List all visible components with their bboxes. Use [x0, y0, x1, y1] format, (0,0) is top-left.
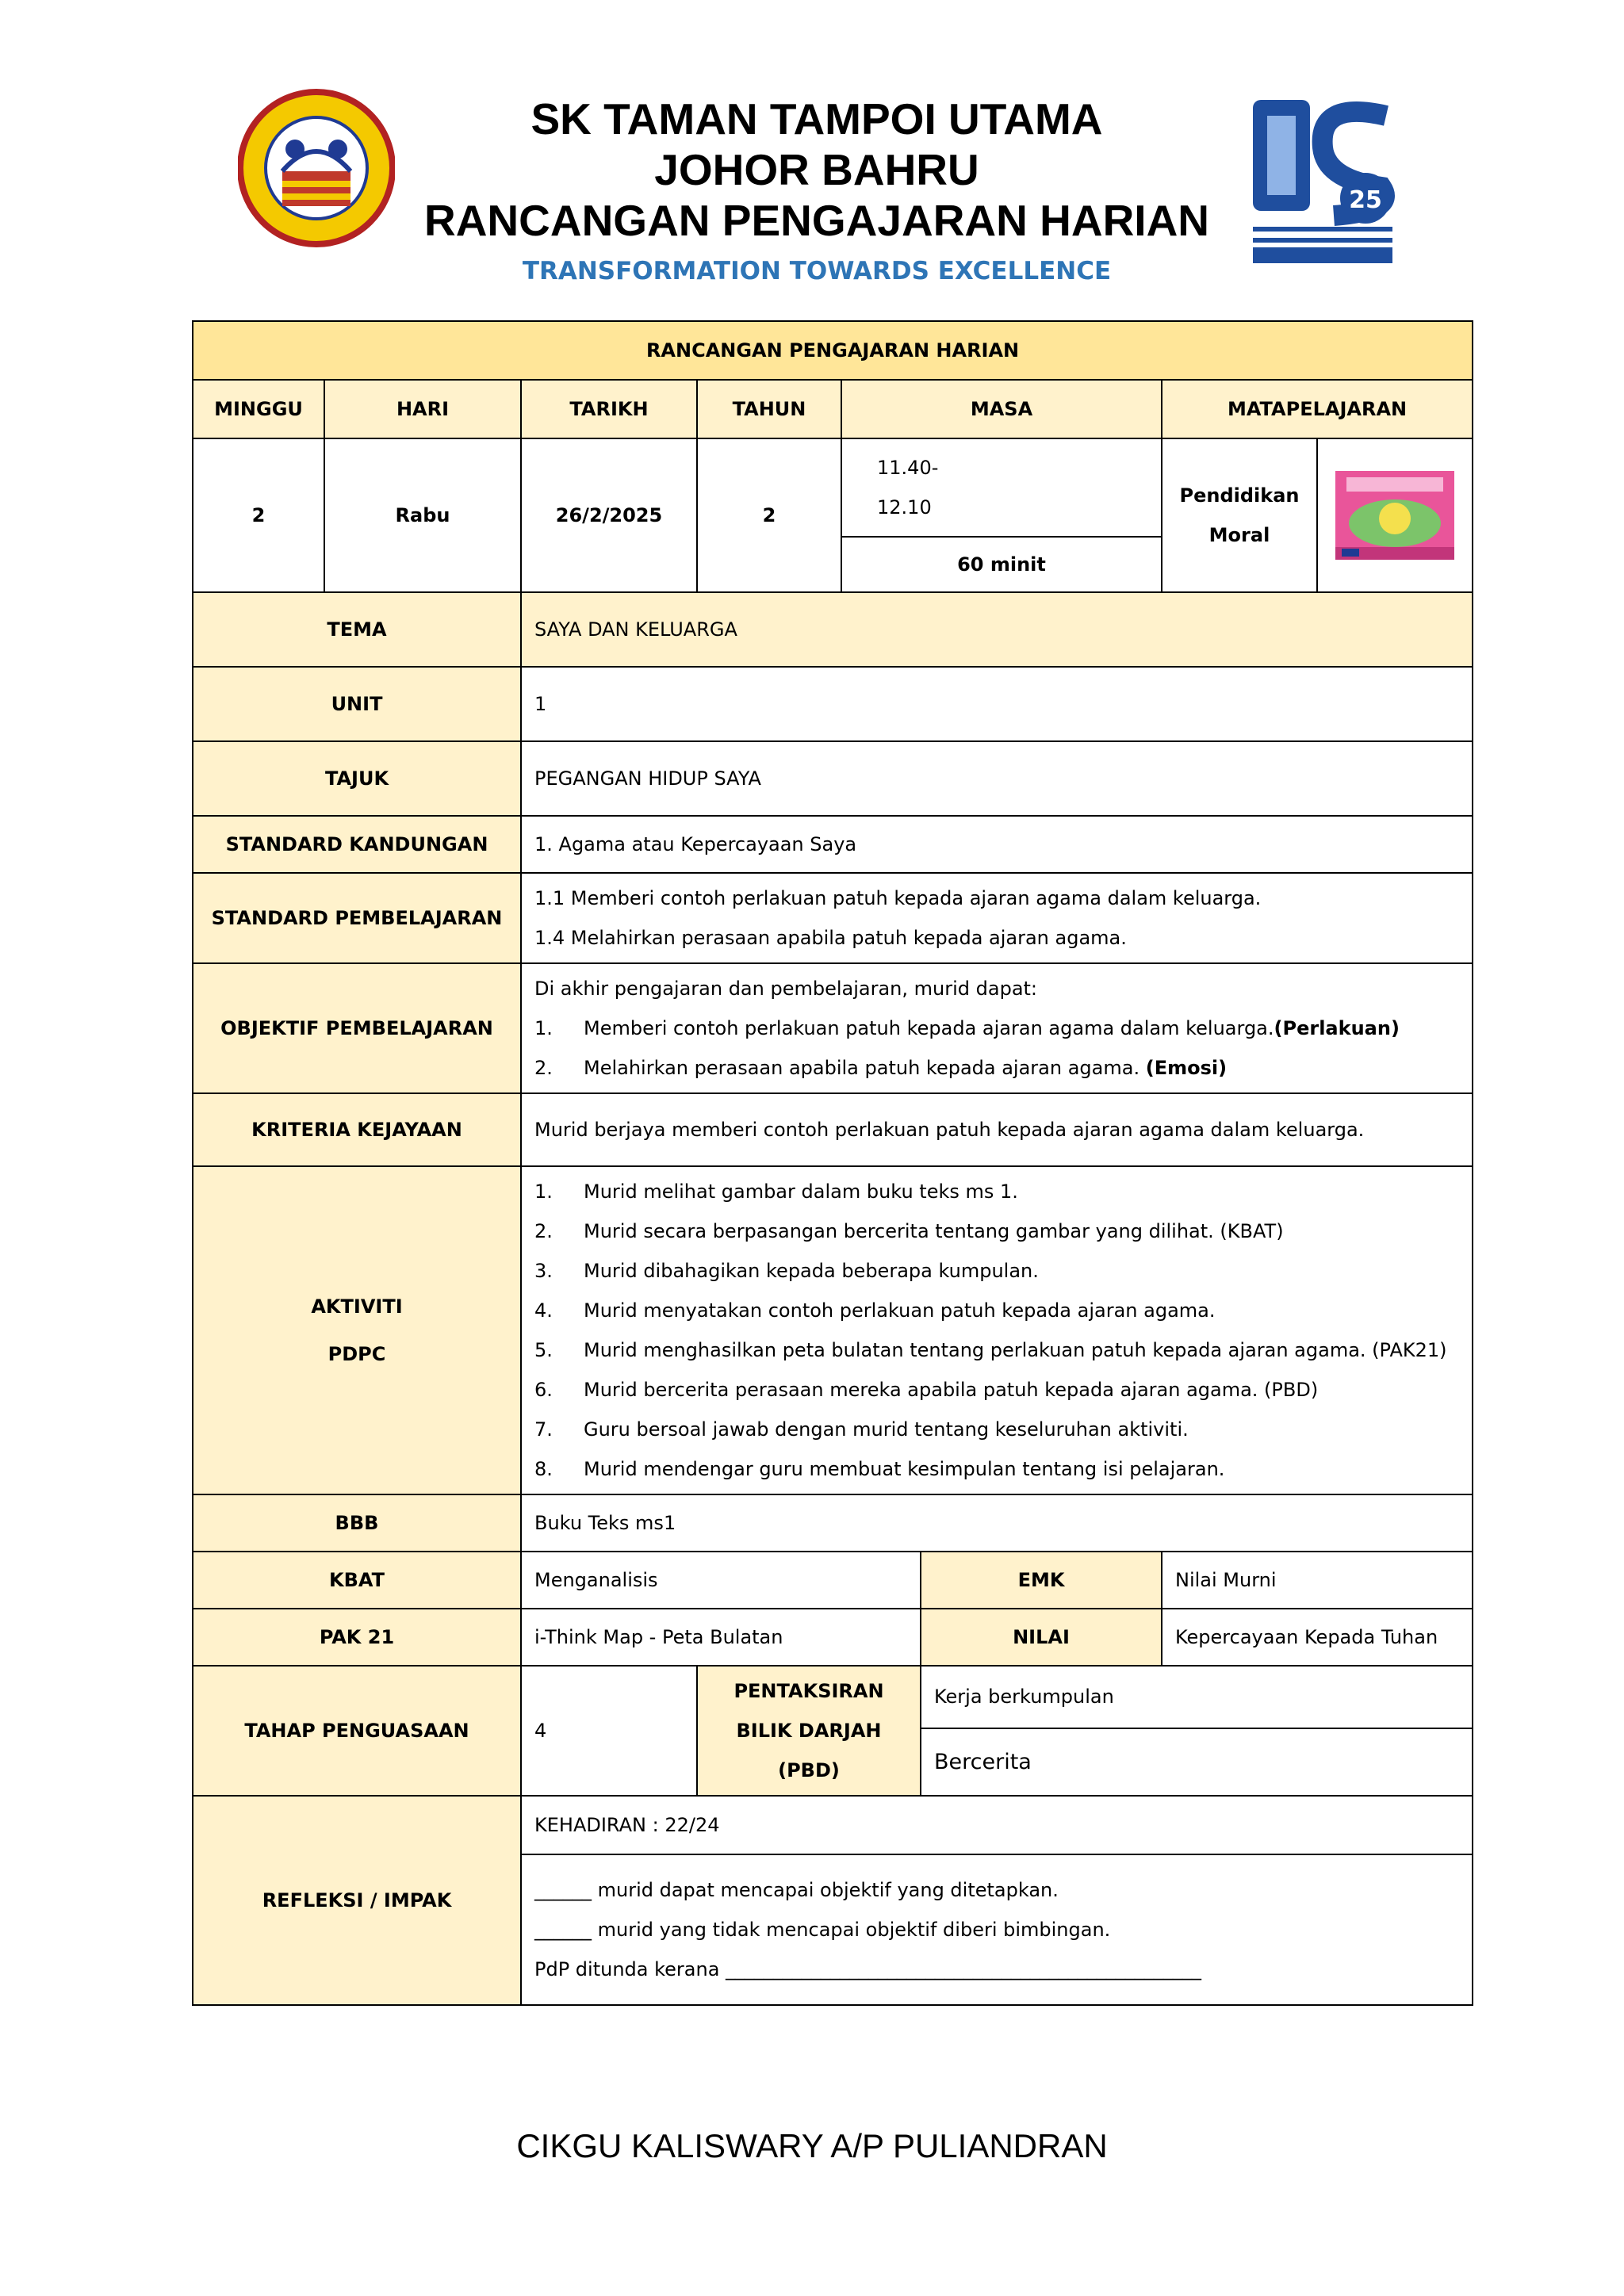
objektif-value [521, 963, 1473, 1093]
col-matapelajaran: MATAPELAJARAN [1162, 380, 1473, 438]
subject-cell [1162, 438, 1317, 592]
standard-kandungan-value: 1. Agama atau Kepercayaan Saya [521, 816, 1473, 873]
school-crest-icon [238, 82, 395, 254]
pbd-value1: Kerja berkumpulan [921, 1666, 1473, 1728]
refleksi-line: ______ murid yang tidak mencapai objektif diberi bimbingan. [534, 1919, 1111, 1941]
tema-value: SAYA DAN KELUARGA [521, 592, 1473, 667]
school-name: SK TAMAN TAMPOI UTAMA [530, 94, 1103, 144]
teacher-name: CIKGU KALISWARY A/P PULIANDRAN [516, 2127, 1108, 2164]
col-tahun: TAHUN [697, 380, 841, 438]
kbat-value: Menganalisis [521, 1552, 921, 1609]
emk-value: Nilai Murni [1162, 1552, 1473, 1609]
tahun-value: 2 [697, 438, 841, 592]
list-item: 2. Melahirkan perasaan apabila patuh kepada ajaran agama. (Emosi) [534, 1057, 1228, 1079]
standard-pembelajaran-value [521, 873, 1473, 963]
duration-value: 60 minit [841, 537, 1162, 592]
pbd-label-line2: (PBD) [778, 1759, 840, 1781]
list-item: 7. Guru bersoal jawab dengan murid tentang keseluruhan aktiviti. [534, 1418, 1189, 1441]
pak21-label: PAK 21 [193, 1609, 521, 1666]
tema-label: TEMA [193, 592, 521, 667]
masa-end: 12.10 [877, 496, 932, 519]
masa-time [841, 438, 1162, 537]
pbd-label [697, 1666, 921, 1796]
col-tarikh: TARIKH [521, 380, 697, 438]
table-heading: RANCANGAN PENGAJARAN HARIAN [193, 321, 1473, 380]
subject-line1: Pendidikan [1179, 484, 1300, 507]
col-minggu: MINGGU [193, 380, 324, 438]
tajuk-label: TAJUK [193, 741, 521, 816]
objektif-label: OBJEKTIF PEMBELAJARAN [193, 963, 521, 1093]
refleksi-line: PdP ditunda kerana __________________________________________________ [534, 1958, 1202, 1980]
aktiviti-value [521, 1166, 1473, 1494]
logo-number: 25 [1349, 186, 1382, 214]
unit-value: 1 [521, 667, 1473, 741]
bbb-value: Buku Teks ms1 [521, 1494, 1473, 1552]
aktiviti-label-line1: AKTIVITI [311, 1295, 403, 1318]
textbook-cover-icon [1335, 471, 1454, 560]
bbb-label: BBB [193, 1494, 521, 1552]
list-item: 5. Murid menghasilkan peta bulatan tentang perlakuan patuh kepada ajaran agama. (PAK21) [534, 1339, 1447, 1361]
document-title: RANCANGAN PENGAJARAN HARIAN [423, 196, 1210, 245]
sp-item: 1.4 Melahirkan perasaan apabila patuh kepada ajaran agama. [534, 927, 1127, 949]
list-item: 1. Murid melihat gambar dalam buku teks ms 1. [534, 1181, 1018, 1203]
list-item: 4. Murid menyatakan contoh perlakuan patuh kepada ajaran agama. [534, 1299, 1216, 1322]
standard-kandungan-label: STANDARD KANDUNGAN [193, 816, 521, 873]
title-block [396, 94, 1237, 285]
objektif-intro: Di akhir pengajaran dan pembelajaran, murid dapat: [534, 978, 1038, 1000]
unit-label: UNIT [193, 667, 521, 741]
list-item: 6. Murid bercerita perasaan mereka apabila patuh kepada ajaran agama. (PBD) [534, 1379, 1319, 1401]
pbd-label-line1: PENTAKSIRAN BILIK DARJAH [733, 1680, 884, 1742]
minggu-value: 2 [193, 438, 324, 592]
list-item: 1. Memberi contoh perlakuan patuh kepada ajaran agama dalam keluarga.(Perlakuan) [534, 1017, 1400, 1039]
tahap-label: TAHAP PENGUASAAN [193, 1666, 521, 1796]
hari-value: Rabu [324, 438, 521, 592]
aktiviti-label-line2: PDPC [327, 1343, 386, 1365]
pbd-value2: Bercerita [921, 1728, 1473, 1796]
masa-start: 11.40- [877, 457, 939, 479]
refleksi-value [521, 1854, 1473, 2005]
nilai-label: NILAI [921, 1609, 1162, 1666]
subject-line2: Moral [1208, 524, 1270, 546]
objektif-list [534, 1008, 1459, 1088]
refleksi-line: ______ murid dapat mencapai objektif yang ditetapkan. [534, 1879, 1059, 1901]
sp-item: 1.1 Memberi contoh perlakuan patuh kepada ajaran agama dalam keluarga. [534, 887, 1262, 909]
tagline: TRANSFORMATION TOWARDS EXCELLENCE [522, 257, 1112, 285]
tajuk-value: PEGANGAN HIDUP SAYA [521, 741, 1473, 816]
aktiviti-list [534, 1172, 1459, 1489]
tarikh-value: 26/2/2025 [521, 438, 697, 592]
school-city: JOHOR BAHRU [654, 145, 979, 194]
kriteria-label: KRITERIA KEJAYAAN [193, 1093, 521, 1166]
emk-label: EMK [921, 1552, 1162, 1609]
col-hari: HARI [324, 380, 521, 438]
col-masa: MASA [841, 380, 1162, 438]
tahap-value: 4 [521, 1666, 697, 1796]
list-item: 2. Murid secara berpasangan bercerita tentang gambar yang dilihat. (KBAT) [534, 1220, 1284, 1242]
ts25-logo-icon [1247, 92, 1399, 266]
refleksi-label: REFLEKSI / IMPAK [193, 1796, 521, 2005]
kbat-label: KBAT [193, 1552, 521, 1609]
kehadiran-value: KEHADIRAN : 22/24 [521, 1796, 1473, 1854]
lesson-plan-table [192, 320, 1473, 2006]
list-item: 8. Murid mendengar guru membuat kesimpulan tentang isi pelajaran. [534, 1458, 1225, 1480]
document-header [0, 0, 1624, 309]
nilai-value: Kepercayaan Kepada Tuhan [1162, 1609, 1473, 1666]
list-item: 3. Murid dibahagikan kepada beberapa kumpulan. [534, 1260, 1039, 1282]
pak21-value: i-Think Map - Peta Bulatan [521, 1609, 921, 1666]
kriteria-value: Murid berjaya memberi contoh perlakuan patuh kepada ajaran agama dalam keluarga. [521, 1093, 1473, 1166]
aktiviti-label [193, 1166, 521, 1494]
textbook-cover-cell [1317, 438, 1473, 592]
standard-pembelajaran-label: STANDARD PEMBELAJARAN [193, 873, 521, 963]
